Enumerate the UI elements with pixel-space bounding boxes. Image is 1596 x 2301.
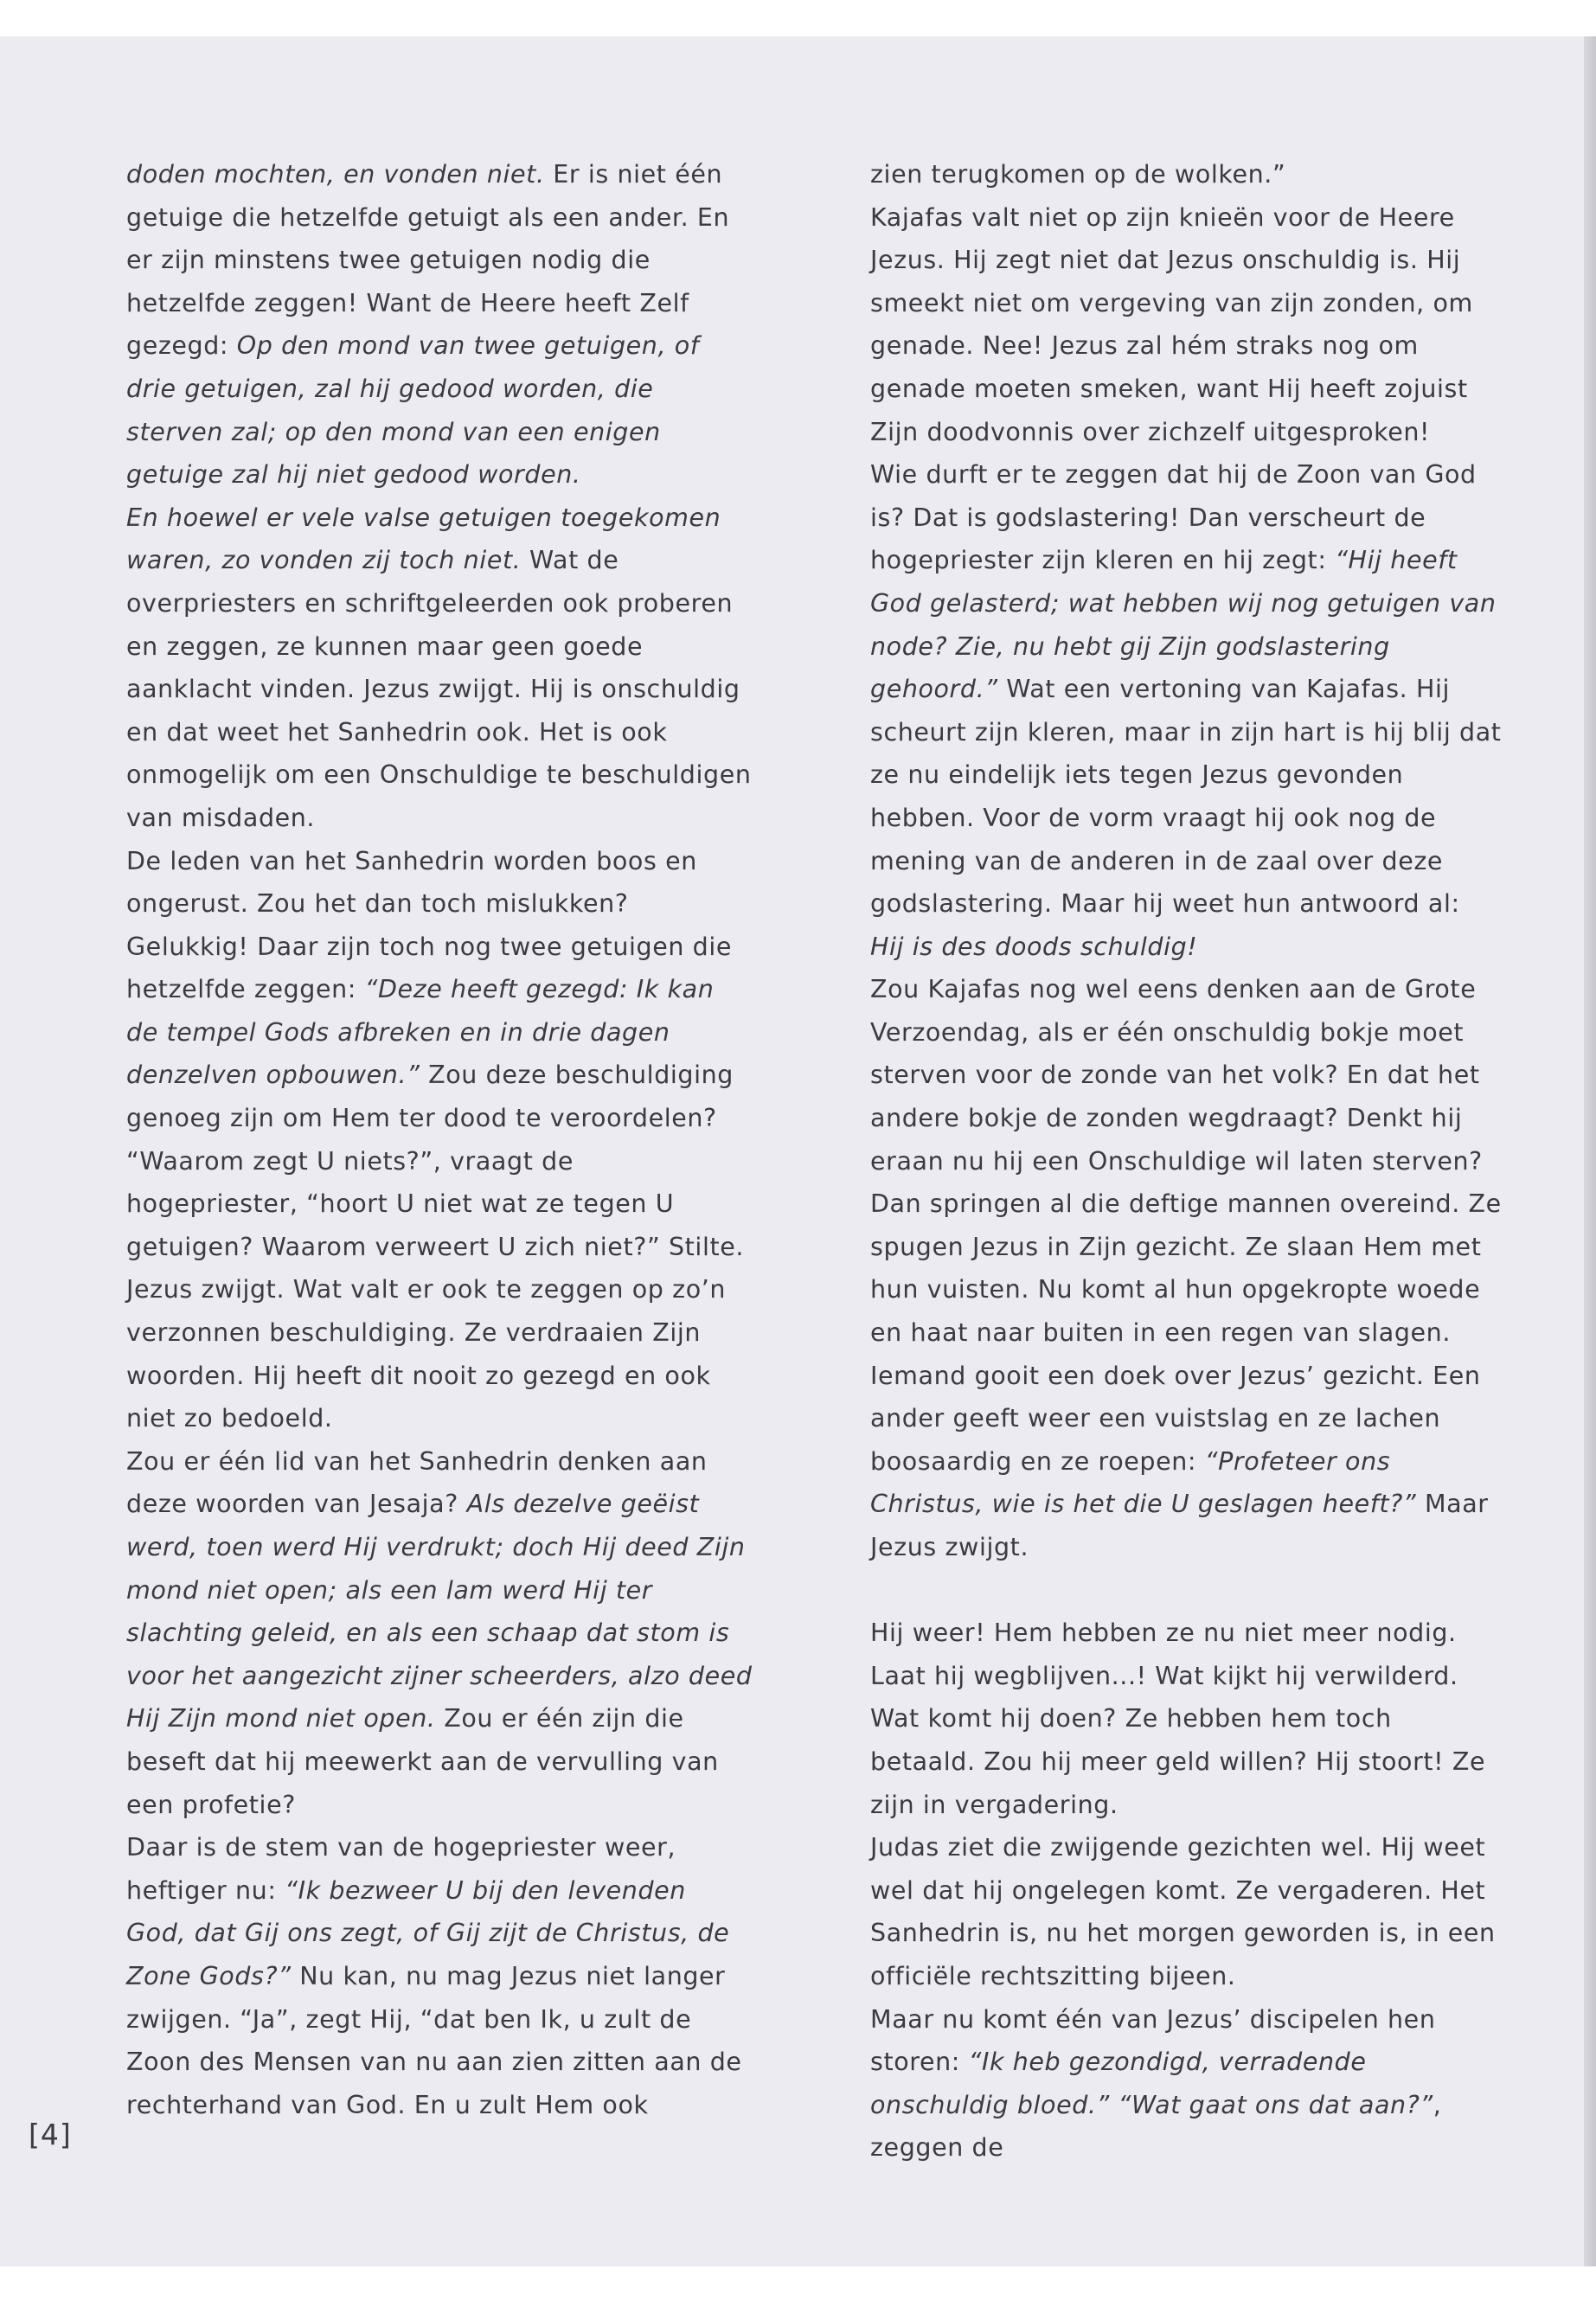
bottom-margin	[0, 2266, 1596, 2301]
italic-quote-text: “Ik heb gezondigd, verradende onschuldig bloed.” “Wat gaat ons dat aan?”	[870, 2048, 1433, 2119]
top-margin	[0, 0, 1596, 36]
italic-quote-text: “Deze heeft gezegd: Ik kan de tempel Gods afbreken en in drie dagen denzelven opbouwen.”	[126, 975, 715, 1090]
italic-quote-text: doden mochten, en vonden niet.	[126, 160, 545, 189]
paragraph	[126, 497, 753, 840]
italic-quote-text: “Ik bezweer U bij den levenden God, dat Gij ons zegt, of Gij zijt de Christus, de Zone Gods?”	[126, 1875, 730, 1990]
body-text: Er is niet één getuige die hetzelfde getuigt als een ander. En er zijn minstens twee getuigen nodig die hetzelfde zeggen! Want de Heere heeft Zelf gezegd:	[126, 160, 730, 361]
page-edge-shadow	[1584, 36, 1596, 2266]
paragraph	[870, 968, 1502, 1183]
body-text: Maar Jezus zwijgt.	[870, 1490, 1489, 1561]
body-text: Wie durft er te zeggen dat hij de Zoon van God is? Dat is godslastering! Dan verscheurt de hogepriester zijn kleren en hij zegt:	[870, 460, 1477, 575]
page-number: [4]	[29, 2118, 72, 2151]
paragraph	[870, 1612, 1502, 1826]
body-text: Daar is de stem van de hogepriester weer, heftiger nu:	[126, 1833, 676, 1905]
body-text: Wat de overpriesters en schriftgeleerden ook proberen en zeggen, ze kunnen maar geen goede aanklacht vinden. Jezus zwijgt. Hij is onschuldig en dat weet het Sanhedrin ook. Het is ook onmogelijk om een Onschuldige te beschuldigen van misdaden.	[126, 546, 752, 832]
body-text: De leden van het Sanhedrin worden boos en ongerust. Zou het dan toch mislukken? Gelukkig! Daar zijn toch nog twee getuigen die hetzelfde zeggen:	[126, 846, 733, 1004]
body-text: Zou er één lid van het Sanhedrin denken aan deze woorden van Jesaja?	[126, 1446, 708, 1519]
body-text: Nu kan, nu mag Jezus niet langer zwijgen. “Ja”, zegt Hij, “dat ben Ik, u zult de Zoon des Mensen van nu aan zien zitten aan de rechterhand van God. En u zult Hem ook	[126, 1961, 742, 2119]
italic-quote-text: Op den mond van twee getuigen, of drie getuigen, zal hij gedood worden, die sterven zal; op den mond van een enigen getuige zal hij niet gedood worden.	[126, 331, 700, 490]
italic-quote-text: Als dezelve geëist werd, toen werd Hij verdrukt; doch Hij deed Zijn mond niet open; als een lam werd Hij ter slachting geleid, en als een schaap dat stom is voor het aangezicht zijner scheerders, alzo deed Hij Zijn mond niet open.	[126, 1490, 753, 1734]
paragraph	[126, 1440, 753, 1826]
body-text: Maar nu komt één van Jezus’ discipelen hen storen:	[870, 2004, 1436, 2077]
body-text: Wat een vertoning van Kajafas. Hij scheurt zijn kleren, maar in zijn hart is hij blij dat ze nu eindelijk iets tegen Jezus gevonden hebben. Voor de vorm vraagt hij ook nog de mening van de anderen in de zaal over deze godslastering. Maar hij weet hun antwoord al:	[870, 675, 1502, 919]
body-text: Zou deze beschuldiging genoeg zijn om Hem ter dood te veroordelen?	[126, 1061, 734, 1133]
paragraph	[870, 153, 1502, 196]
left-text-column	[126, 153, 753, 2126]
paragraph	[126, 1140, 753, 1440]
italic-quote-text: Hij is des doods schuldig!	[870, 932, 1198, 961]
body-text: Kajafas valt niet op zijn knieën voor de Heere Jezus. Hij zegt niet dat Jezus onschuldig is. Hij smeekt niet om vergeving van zijn zonden, om genade. Nee! Jezus zal hém straks nog om genade moeten smeken, want Hij heeft zojuist Zijn doodvonnis over zichzelf uitgesproken!	[870, 202, 1473, 446]
body-text: Hij weer! Hem hebben ze nu niet meer nodig. Laat hij wegblijven...! Wat kijkt hij verwilderd. Wat komt hij doen? Ze hebben hem toch betaald. Zou hij meer geld willen? Hij stoort! Ze zijn in vergadering.	[870, 1618, 1486, 1819]
body-text: Zou Kajafas nog wel eens denken aan de Grote Verzoendag, als er één onschuldig bokje moet sterven voor de zonde van het volk? En dat het andere bokje de zonden wegdraagt? Denkt hij eraan nu hij een Onschuldige wil laten sterven?	[870, 975, 1483, 1176]
body-text: , zeggen de	[870, 2090, 1442, 2163]
paragraph	[870, 1183, 1502, 1568]
paragraph	[870, 196, 1502, 454]
body-text: “Waarom zegt U niets?”, vraagt de hogepriester, “hoort U niet wat ze tegen U getuigen? Waarom verweert U zich niet?” Stilte. Jezus zwijgt. Wat valt er ook te zeggen op zo’n verzonnen beschuldiging. Ze verdraaien Zijn woorden. Hij heeft dit nooit zo gezegd en ook niet zo bedoeld.	[126, 1146, 745, 1433]
paragraph	[126, 153, 753, 497]
body-text: Judas ziet die zwijgende gezichten wel. Hij weet wel dat hij ongelegen komt. Ze vergaderen. Het Sanhedrin is, nu het morgen geworden is, in een officiële rechtszitting bijeen.	[870, 1833, 1496, 1990]
body-text: zien terugkomen op de wolken.”	[870, 160, 1286, 189]
body-text: Zou er één zijn die beseft dat hij meewerkt aan de vervulling van een profetie?	[126, 1704, 719, 1819]
italic-quote-text: “Profeteer ons Christus, wie is het die U geslagen heeft?”	[870, 1446, 1417, 1519]
paragraph	[126, 1826, 753, 2126]
paragraph	[870, 1998, 1502, 2170]
paragraph	[870, 1826, 1502, 1997]
body-text: Dan springen al die deftige mannen overeind. Ze spugen Jezus in Zijn gezicht. Ze slaan Hem met hun vuisten. Nu komt al hun opgekropte woede en haat naar buiten in een regen van slagen. Iemand gooit een doek over Jezus’ gezicht. Een ander geeft weer een vuistslag en ze lachen boosaardig en ze roepen:	[870, 1189, 1502, 1476]
paragraph	[870, 453, 1502, 968]
right-text-column	[870, 153, 1502, 2170]
italic-quote-text: “Hij heeft God gelasterd; wat hebben wij nog getuigen van node? Zie, nu hebt gij Zijn godslastering gehoord.”	[870, 546, 1497, 704]
italic-quote-text: En hoewel er vele valse getuigen toegekomen waren, zo vonden zij toch niet.	[126, 503, 721, 575]
paragraph	[126, 840, 753, 1140]
